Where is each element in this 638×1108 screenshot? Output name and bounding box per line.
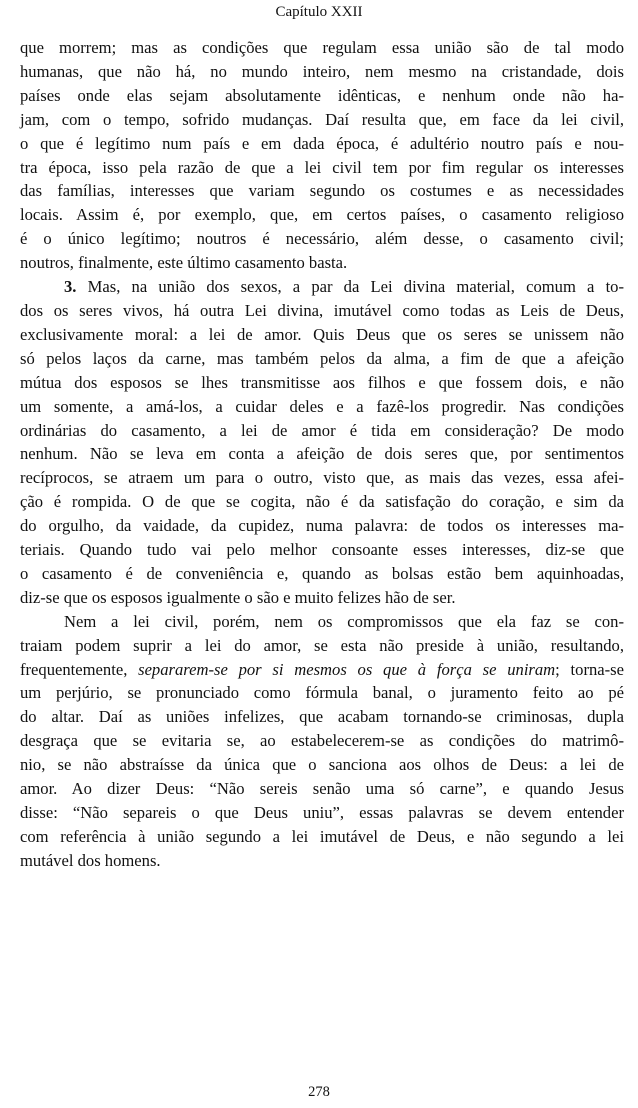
text-line: locais. Assim é, por exemplo, que, em certos países, o casamento religioso [20,205,624,225]
text-line: com referência à união segundo a lei imutável de Deus, e não segundo a lei [20,826,624,846]
text-line: um perjúrio, se pronunciado como fórmula banal, o juramento feito ao pé [20,683,624,703]
text-line: Nem a lei civil, porém, nem os compromissos que ela faz se con- [64,611,624,631]
text-line: tra época, isso pela razão de que a lei civil tem por fim regular os interesses [20,157,624,177]
text-line-before: frequentemente, [20,659,139,679]
text-line: países onde elas sejam absolutamente idênticas, e nenhum onde não ha- [20,85,624,105]
paragraph-number: 3. [64,277,77,297]
page-footer [0,1082,638,1102]
page-body [20,36,624,873]
text-line: diz-se que os esposos igualmente o são e muito felizes hão de ser. [20,587,456,607]
text-line: jam, com o tempo, sofrido mudanças. Daí resulta que, em face da lei civil, [20,109,624,129]
text-line: noutros, finalmente, este último casamento basta. [20,253,348,273]
text-line: exclusivamente moral: a lei de amor. Quis Deus que os seres se unissem não [20,324,624,344]
text-line [20,658,624,682]
text-line: o casamento é de conveniência e, quando as bolsas estão bem aquinhoadas, [20,563,624,583]
running-header [0,2,638,22]
text-line: dos os seres vivos, há outra Lei divina, imutável como todas as Leis de Deus, [20,300,624,320]
paragraph [20,36,624,275]
text-line: um somente, a amá-los, a cuidar deles e a fazê-los progredir. Nas condições [20,396,624,416]
text-line: mutável dos homens. [20,850,161,870]
text-line: só pelos laços da carne, mas também pelos da alma, a fim de que a afeição [20,348,624,368]
text-line: traiam podem suprir a lei do amor, se esta não preside à união, resultando, [20,635,624,655]
text-line: o que é legítimo num país e em dada época, é adultério noutro país e nou- [20,133,624,153]
text-line: ção é rompida. O de que se cogita, não é da satisfação do coração, e sim da [20,492,624,512]
text-line: teriais. Quando tudo vai pelo melhor consoante esses interesses, diz-se que [20,540,624,560]
text-line: humanas, que não há, no mundo inteiro, nem mesmo na cristandade, dois [20,61,624,81]
paragraph [20,610,624,873]
text-line: das famílias, interesses que variam segundo os costumes e as necessidades [20,181,624,201]
text-line: nio, se não abstraísse da única que o sanciona aos olhos de Deus: a lei de [20,755,624,775]
text-line: recíprocos, se atraem um para o outro, visto que, as mais das vezes, essa afei- [20,468,624,488]
chapter-title: Capítulo XXII [275,4,363,20]
text-line: ordinárias do casamento, a lei de amor é tida em consideração? De modo [20,420,624,440]
text-line: nenhum. Não se leva em conta a afeição de dois seres que, por sentimentos [20,444,624,464]
page-number: 278 [308,1084,330,1100]
text-line: mútua dos esposos se lhes transmitisse aos filhos e que fossem dois, e não [20,372,624,392]
text-line: do altar. Daí as uniões infelizes, que acabam tornando-se criminosas, dupla [20,707,624,727]
text-line: desgraça que se evitaria se, ao estabelecerem-se as condições do matrimô- [20,731,624,751]
text-line: é o único legítimo; noutros é necessário, além desse, o casamento civil; [20,229,624,249]
text-line: do orgulho, da vaidade, da cupidez, numa palavra: de todos os interesses ma- [20,516,624,536]
paragraph-numbered [20,275,624,610]
text-line-content: Mas, na união dos sexos, a par da Lei divina material, comum a to- [87,277,624,297]
text-line: disse: “Não separeis o que Deus uniu”, essas palavras se devem entender [20,803,624,822]
text-line [20,275,624,299]
text-line: amor. Ao dizer Deus: “Não sereis senão uma só carne”, e quando Jesus [20,779,624,799]
italic-quote: separarem-se por si mesmos os que à força se uniram [138,659,556,679]
text-line: que morrem; mas as condições que regulam essa união são de tal modo [20,38,624,57]
text-line-after: ; torna-se [555,659,624,679]
